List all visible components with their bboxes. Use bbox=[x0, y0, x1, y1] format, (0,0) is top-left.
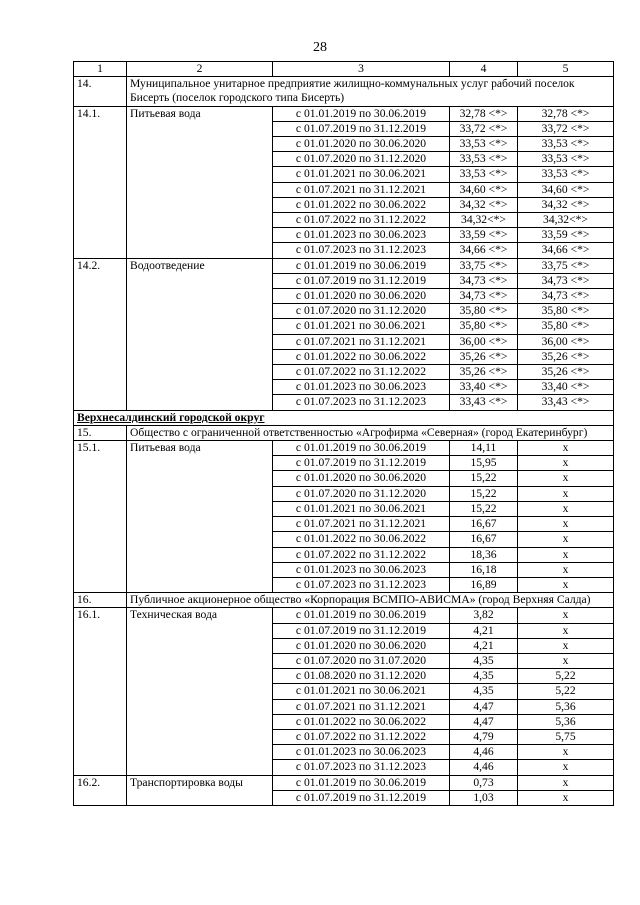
tariff-value: 34,32<*> bbox=[450, 213, 518, 228]
period-cell: с 01.08.2020 по 31.12.2020 bbox=[273, 669, 450, 684]
period-cell: с 01.01.2021 по 30.06.2021 bbox=[273, 319, 450, 334]
district-name: Верхнесалдинский городской округ bbox=[74, 410, 614, 425]
tariff-value: 33,53 <*> bbox=[450, 152, 518, 167]
organization-name: Муниципальное унитарное предприятие жилищно-коммунальных услуг рабочий поселок Бисерть (поселок городского типа Бисерть) bbox=[127, 77, 614, 106]
period-cell: с 01.01.2023 по 30.06.2023 bbox=[273, 745, 450, 760]
tariff-value: 4,35 bbox=[450, 684, 518, 699]
tariff-value: 35,26 <*> bbox=[450, 365, 518, 380]
tariff-value: 4,47 bbox=[450, 714, 518, 729]
column-header: 1 bbox=[74, 62, 127, 77]
tariff-value: 33,40 <*> bbox=[450, 380, 518, 395]
tariff-value-with-vat: x bbox=[518, 745, 614, 760]
tariff-value-with-vat: x bbox=[518, 608, 614, 623]
tariff-value-with-vat: 33,72 <*> bbox=[518, 121, 614, 136]
tariff-value-with-vat: x bbox=[518, 577, 614, 592]
period-cell: с 01.01.2021 по 30.06.2021 bbox=[273, 684, 450, 699]
tariff-value-with-vat: 34,73 <*> bbox=[518, 273, 614, 288]
tariff-value-with-vat: 34,32<*> bbox=[518, 213, 614, 228]
period-cell: с 01.07.2023 по 31.12.2023 bbox=[273, 243, 450, 258]
item-number: 14.2. bbox=[74, 258, 127, 410]
tariff-value: 35,80 <*> bbox=[450, 319, 518, 334]
district-row bbox=[74, 410, 614, 425]
period-cell: с 01.07.2019 по 31.12.2019 bbox=[273, 623, 450, 638]
tariff-value: 16,89 bbox=[450, 577, 518, 592]
tariff-value-with-vat: x bbox=[518, 623, 614, 638]
tariff-value-with-vat: 34,73 <*> bbox=[518, 289, 614, 304]
period-cell: с 01.07.2023 по 31.12.2023 bbox=[273, 395, 450, 410]
tariff-value-with-vat: x bbox=[518, 441, 614, 456]
period-cell: с 01.07.2021 по 31.12.2021 bbox=[273, 699, 450, 714]
tariff-value: 16,67 bbox=[450, 532, 518, 547]
tariff-value-with-vat: x bbox=[518, 517, 614, 532]
tariff-value: 16,18 bbox=[450, 562, 518, 577]
tariff-value: 15,22 bbox=[450, 501, 518, 516]
tariff-value: 35,80 <*> bbox=[450, 304, 518, 319]
period-cell: с 01.01.2019 по 30.06.2019 bbox=[273, 775, 450, 790]
period-cell: с 01.01.2021 по 30.06.2021 bbox=[273, 167, 450, 182]
table-row bbox=[74, 775, 614, 790]
tariff-value-with-vat: 35,80 <*> bbox=[518, 304, 614, 319]
item-number: 16.1. bbox=[74, 608, 127, 775]
tariff-table bbox=[73, 61, 614, 806]
period-cell: с 01.07.2020 по 31.12.2020 bbox=[273, 486, 450, 501]
tariff-value: 33,72 <*> bbox=[450, 121, 518, 136]
tariff-value: 4,35 bbox=[450, 653, 518, 668]
item-number: 14. bbox=[74, 77, 127, 106]
tariff-value-with-vat: x bbox=[518, 760, 614, 775]
tariff-value-with-vat: x bbox=[518, 532, 614, 547]
period-cell: с 01.01.2021 по 30.06.2021 bbox=[273, 501, 450, 516]
tariff-value-with-vat: x bbox=[518, 456, 614, 471]
service-name: Техническая вода bbox=[127, 608, 273, 775]
tariff-value: 3,82 bbox=[450, 608, 518, 623]
tariff-value: 4,79 bbox=[450, 729, 518, 744]
item-number: 16.2. bbox=[74, 775, 127, 805]
tariff-value-with-vat: x bbox=[518, 638, 614, 653]
service-name: Питьевая вода bbox=[127, 106, 273, 258]
tariff-value-with-vat: 35,80 <*> bbox=[518, 319, 614, 334]
tariff-value-with-vat: 34,60 <*> bbox=[518, 182, 614, 197]
tariff-value: 1,03 bbox=[450, 790, 518, 805]
service-name: Питьевая вода bbox=[127, 441, 273, 593]
period-cell: с 01.01.2019 по 30.06.2019 bbox=[273, 441, 450, 456]
tariff-table-body bbox=[74, 62, 614, 806]
tariff-value-with-vat: 5,22 bbox=[518, 669, 614, 684]
tariff-value-with-vat: x bbox=[518, 486, 614, 501]
period-cell: с 01.01.2022 по 30.06.2022 bbox=[273, 197, 450, 212]
tariff-value: 33,53 <*> bbox=[450, 137, 518, 152]
tariff-value: 34,73 <*> bbox=[450, 273, 518, 288]
table-row bbox=[74, 608, 614, 623]
period-cell: с 01.07.2021 по 31.12.2021 bbox=[273, 517, 450, 532]
tariff-value-with-vat: 33,53 <*> bbox=[518, 137, 614, 152]
tariff-value-with-vat: 5,36 bbox=[518, 714, 614, 729]
tariff-value-with-vat: 34,66 <*> bbox=[518, 243, 614, 258]
tariff-value-with-vat: 5,22 bbox=[518, 684, 614, 699]
tariff-value: 0,73 bbox=[450, 775, 518, 790]
tariff-value-with-vat: 35,26 <*> bbox=[518, 365, 614, 380]
tariff-value: 32,78 <*> bbox=[450, 106, 518, 121]
tariff-value-with-vat: 33,53 <*> bbox=[518, 167, 614, 182]
period-cell: с 01.01.2022 по 30.06.2022 bbox=[273, 349, 450, 364]
tariff-value: 34,32 <*> bbox=[450, 197, 518, 212]
period-cell: с 01.01.2023 по 30.06.2023 bbox=[273, 380, 450, 395]
tariff-value: 34,73 <*> bbox=[450, 289, 518, 304]
period-cell: с 01.01.2020 по 30.06.2020 bbox=[273, 289, 450, 304]
period-cell: с 01.07.2019 по 31.12.2019 bbox=[273, 121, 450, 136]
service-name: Водоотведение bbox=[127, 258, 273, 410]
tariff-value-with-vat: x bbox=[518, 471, 614, 486]
tariff-value: 4,35 bbox=[450, 669, 518, 684]
tariff-value-with-vat: 35,26 <*> bbox=[518, 349, 614, 364]
tariff-value-with-vat: 5,75 bbox=[518, 729, 614, 744]
period-cell: с 01.01.2022 по 30.06.2022 bbox=[273, 714, 450, 729]
period-cell: с 01.07.2020 по 31.12.2020 bbox=[273, 304, 450, 319]
tariff-value: 4,47 bbox=[450, 699, 518, 714]
tariff-value: 16,67 bbox=[450, 517, 518, 532]
table-row bbox=[74, 441, 614, 456]
tariff-value: 4,46 bbox=[450, 745, 518, 760]
tariff-value-with-vat: 32,78 <*> bbox=[518, 106, 614, 121]
tariff-value-with-vat: 33,40 <*> bbox=[518, 380, 614, 395]
period-cell: с 01.07.2020 по 31.07.2020 bbox=[273, 653, 450, 668]
tariff-value-with-vat: 5,36 bbox=[518, 699, 614, 714]
tariff-value: 35,26 <*> bbox=[450, 349, 518, 364]
item-number: 15. bbox=[74, 425, 127, 440]
table-row bbox=[74, 106, 614, 121]
tariff-value-with-vat: 33,59 <*> bbox=[518, 228, 614, 243]
tariff-value: 34,60 <*> bbox=[450, 182, 518, 197]
period-cell: с 01.01.2020 по 30.06.2020 bbox=[273, 638, 450, 653]
tariff-value-with-vat: 34,32 <*> bbox=[518, 197, 614, 212]
period-cell: с 01.07.2021 по 31.12.2021 bbox=[273, 334, 450, 349]
table-header-row bbox=[74, 62, 614, 77]
item-number: 16. bbox=[74, 593, 127, 608]
tariff-value-with-vat: x bbox=[518, 653, 614, 668]
tariff-value: 33,43 <*> bbox=[450, 395, 518, 410]
period-cell: с 01.01.2019 по 30.06.2019 bbox=[273, 608, 450, 623]
column-header: 5 bbox=[518, 62, 614, 77]
organization-row bbox=[74, 425, 614, 440]
tariff-value: 33,53 <*> bbox=[450, 167, 518, 182]
table-row bbox=[74, 258, 614, 273]
tariff-value: 36,00 <*> bbox=[450, 334, 518, 349]
period-cell: с 01.01.2020 по 30.06.2020 bbox=[273, 471, 450, 486]
period-cell: с 01.01.2019 по 30.06.2019 bbox=[273, 258, 450, 273]
period-cell: с 01.01.2023 по 30.06.2023 bbox=[273, 228, 450, 243]
tariff-value: 18,36 bbox=[450, 547, 518, 562]
tariff-value: 4,21 bbox=[450, 623, 518, 638]
tariff-value-with-vat: x bbox=[518, 562, 614, 577]
period-cell: с 01.07.2022 по 31.12.2022 bbox=[273, 213, 450, 228]
tariff-value-with-vat: x bbox=[518, 775, 614, 790]
tariff-value: 15,22 bbox=[450, 471, 518, 486]
period-cell: с 01.07.2019 по 31.12.2019 bbox=[273, 273, 450, 288]
item-number: 15.1. bbox=[74, 441, 127, 593]
tariff-value: 4,46 bbox=[450, 760, 518, 775]
period-cell: с 01.01.2019 по 30.06.2019 bbox=[273, 106, 450, 121]
period-cell: с 01.01.2020 по 30.06.2020 bbox=[273, 137, 450, 152]
tariff-value: 15,95 bbox=[450, 456, 518, 471]
period-cell: с 01.07.2019 по 31.12.2019 bbox=[273, 456, 450, 471]
organization-row bbox=[74, 77, 614, 106]
service-name: Транспортировка воды bbox=[127, 775, 273, 805]
period-cell: с 01.07.2023 по 31.12.2023 bbox=[273, 577, 450, 592]
organization-name: Публичное акционерное общество «Корпорация ВСМПО-АВИСМА» (город Верхняя Салда) bbox=[127, 593, 614, 608]
organization-row bbox=[74, 593, 614, 608]
tariff-value: 14,11 bbox=[450, 441, 518, 456]
tariff-value-with-vat: 33,53 <*> bbox=[518, 152, 614, 167]
tariff-value-with-vat: x bbox=[518, 547, 614, 562]
tariff-value: 34,66 <*> bbox=[450, 243, 518, 258]
column-header: 2 bbox=[127, 62, 273, 77]
page-number: 28 bbox=[313, 40, 327, 55]
tariff-value-with-vat: 36,00 <*> bbox=[518, 334, 614, 349]
period-cell: с 01.07.2022 по 31.12.2022 bbox=[273, 547, 450, 562]
column-header: 3 bbox=[273, 62, 450, 77]
tariff-value: 15,22 bbox=[450, 486, 518, 501]
tariff-value: 33,75 <*> bbox=[450, 258, 518, 273]
item-number: 14.1. bbox=[74, 106, 127, 258]
period-cell: с 01.07.2020 по 31.12.2020 bbox=[273, 152, 450, 167]
tariff-value-with-vat: 33,43 <*> bbox=[518, 395, 614, 410]
tariff-value-with-vat: 33,75 <*> bbox=[518, 258, 614, 273]
period-cell: с 01.07.2023 по 31.12.2023 bbox=[273, 760, 450, 775]
period-cell: с 01.01.2023 по 30.06.2023 bbox=[273, 562, 450, 577]
period-cell: с 01.07.2021 по 31.12.2021 bbox=[273, 182, 450, 197]
organization-name: Общество с ограниченной ответственностью «Агрофирма «Северная» (город Екатеринбург) bbox=[127, 425, 614, 440]
period-cell: с 01.07.2022 по 31.12.2022 bbox=[273, 729, 450, 744]
tariff-value-with-vat: x bbox=[518, 790, 614, 805]
tariff-value: 33,59 <*> bbox=[450, 228, 518, 243]
period-cell: с 01.01.2022 по 30.06.2022 bbox=[273, 532, 450, 547]
tariff-value: 4,21 bbox=[450, 638, 518, 653]
period-cell: с 01.07.2019 по 31.12.2019 bbox=[273, 790, 450, 805]
column-header: 4 bbox=[450, 62, 518, 77]
tariff-value-with-vat: x bbox=[518, 501, 614, 516]
period-cell: с 01.07.2022 по 31.12.2022 bbox=[273, 365, 450, 380]
